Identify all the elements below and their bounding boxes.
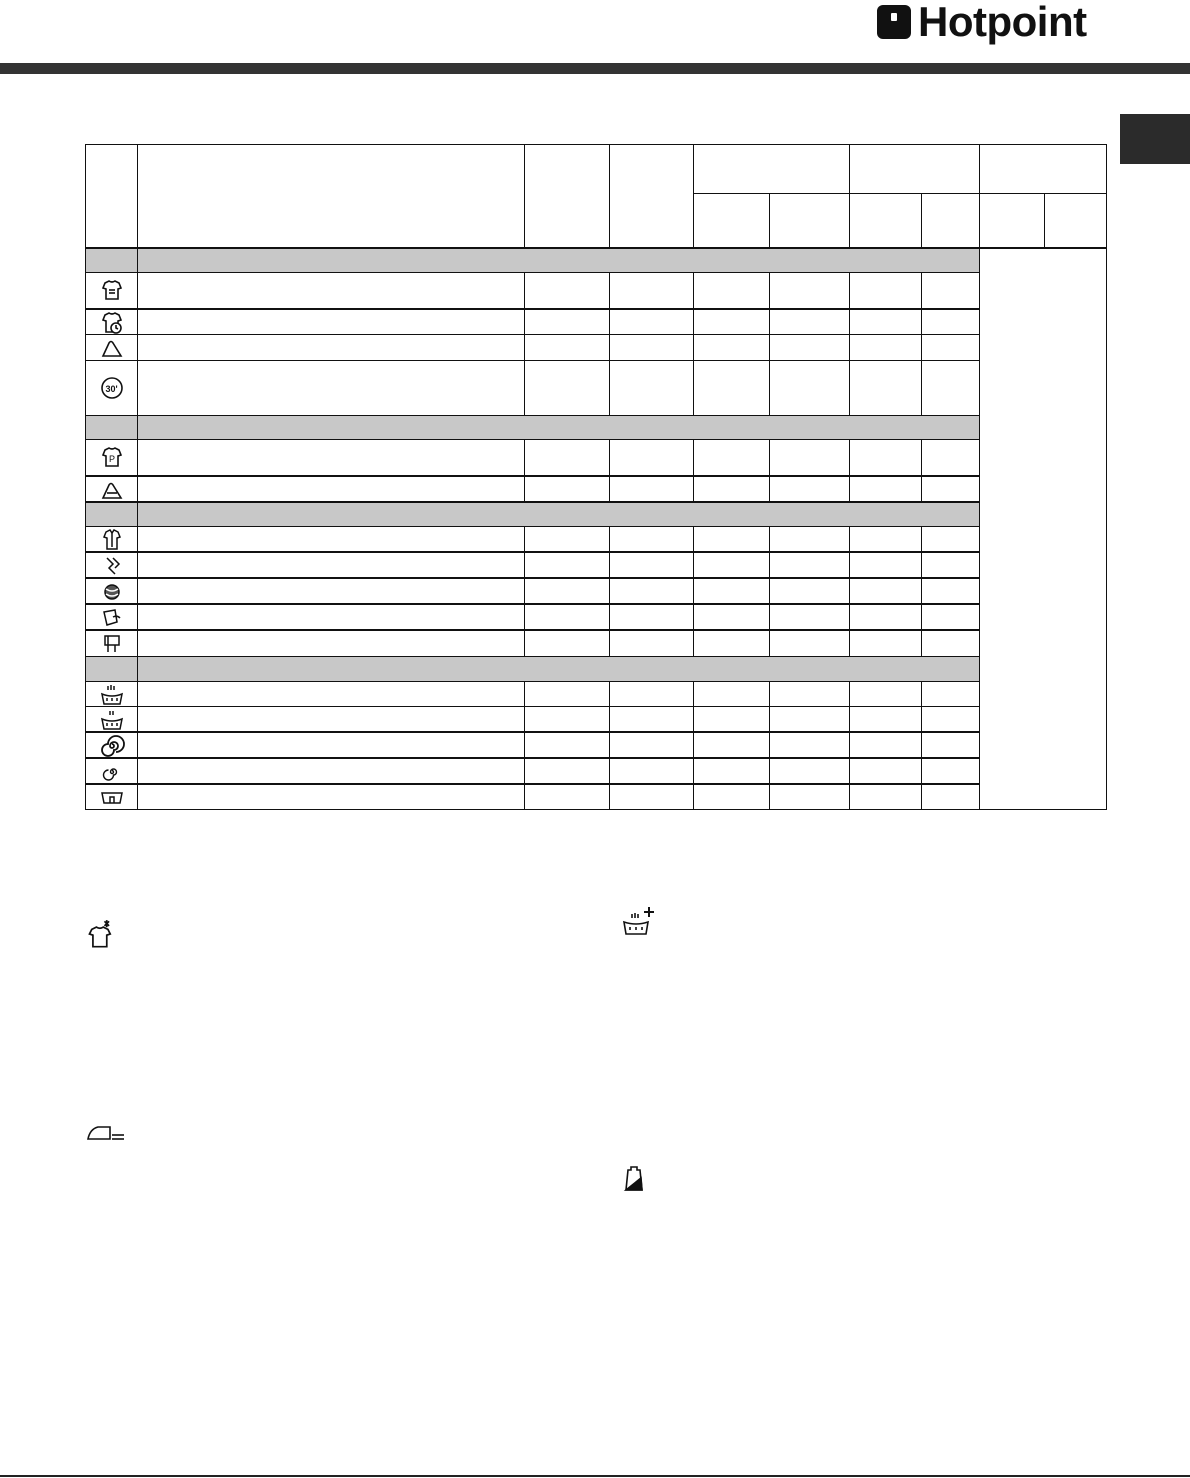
synthetics-eco-icon <box>99 477 125 503</box>
col-line <box>769 439 770 502</box>
hotpoint-logo-icon <box>877 5 911 39</box>
col-line <box>1044 193 1045 249</box>
row-line <box>85 439 980 440</box>
col-line <box>524 681 525 810</box>
row-line <box>85 783 980 785</box>
col-line <box>609 681 610 810</box>
footer-rule <box>0 1475 1190 1477</box>
col-line <box>693 144 694 249</box>
col-line <box>609 144 610 249</box>
col-line <box>769 193 770 249</box>
brand-logo-text: Hotpoint <box>918 0 1087 45</box>
col-line <box>609 272 610 416</box>
row-line <box>85 706 980 707</box>
col-line <box>849 272 850 416</box>
row-line <box>85 360 980 361</box>
row-line <box>85 334 980 335</box>
col-line <box>921 681 922 810</box>
rinse-icon <box>99 682 125 708</box>
col-line <box>849 681 850 810</box>
language-tab <box>1120 114 1190 164</box>
col-line <box>693 526 694 657</box>
col-line <box>921 272 922 416</box>
col-line <box>849 439 850 502</box>
col-line <box>921 526 922 657</box>
col-line <box>524 526 525 657</box>
row-line <box>85 656 980 657</box>
row-line <box>85 551 980 553</box>
row-line <box>85 475 980 477</box>
col-line <box>693 272 694 416</box>
super-rinse-icon <box>622 905 658 937</box>
col-line <box>609 526 610 657</box>
section-band <box>86 657 979 681</box>
silk-curtains-icon <box>99 605 125 631</box>
row-line <box>85 415 980 416</box>
col-line <box>979 144 980 810</box>
row-line <box>85 577 980 579</box>
mix-icon <box>99 631 125 657</box>
col-line <box>921 193 922 249</box>
col-line <box>769 681 770 810</box>
row-line <box>85 501 980 503</box>
section-band <box>86 502 979 526</box>
row-line <box>85 757 980 759</box>
shirts-icon <box>99 527 125 553</box>
table-border-bottom <box>85 809 1107 810</box>
svg-text:30': 30' <box>105 384 118 394</box>
table-border-right <box>1106 144 1107 810</box>
section-band <box>86 416 979 439</box>
row-line <box>85 272 980 273</box>
cotton-eco-icon <box>99 335 125 361</box>
header-rule-bottom <box>85 247 1107 249</box>
wool-icon <box>99 579 125 605</box>
spin-delicate-icon <box>99 759 125 785</box>
easy-iron-icon <box>86 1119 126 1145</box>
rinse-light-icon <box>99 707 125 733</box>
drain-icon <box>99 785 125 811</box>
header-rule <box>0 63 1190 74</box>
section-band <box>86 249 979 272</box>
col-line <box>609 439 610 502</box>
spin-icon <box>99 733 125 759</box>
col-line <box>137 144 138 810</box>
col-line <box>921 439 922 502</box>
row-line <box>85 603 980 605</box>
row-line <box>85 526 980 527</box>
row-line <box>85 308 980 310</box>
col-line <box>769 272 770 416</box>
col-line <box>849 144 850 249</box>
weight-icon <box>623 1164 645 1192</box>
row-line <box>85 731 980 733</box>
table-border-left <box>85 144 86 810</box>
row-line <box>85 629 980 631</box>
col-line <box>769 526 770 657</box>
col-line <box>693 681 694 810</box>
table-border-top <box>85 144 1107 145</box>
quick-30-icon <box>99 375 125 401</box>
col-line <box>849 526 850 657</box>
delicates-icon <box>99 553 125 579</box>
synthetics-icon <box>99 444 125 470</box>
stain-removal-icon <box>86 919 116 949</box>
cotton-stain-icon <box>99 310 125 336</box>
row-line <box>85 681 980 682</box>
col-line <box>524 439 525 502</box>
svg-text:P: P <box>109 454 116 464</box>
col-line <box>693 439 694 502</box>
col-line <box>524 144 525 249</box>
cotton-icon <box>99 277 125 303</box>
col-line <box>524 272 525 416</box>
